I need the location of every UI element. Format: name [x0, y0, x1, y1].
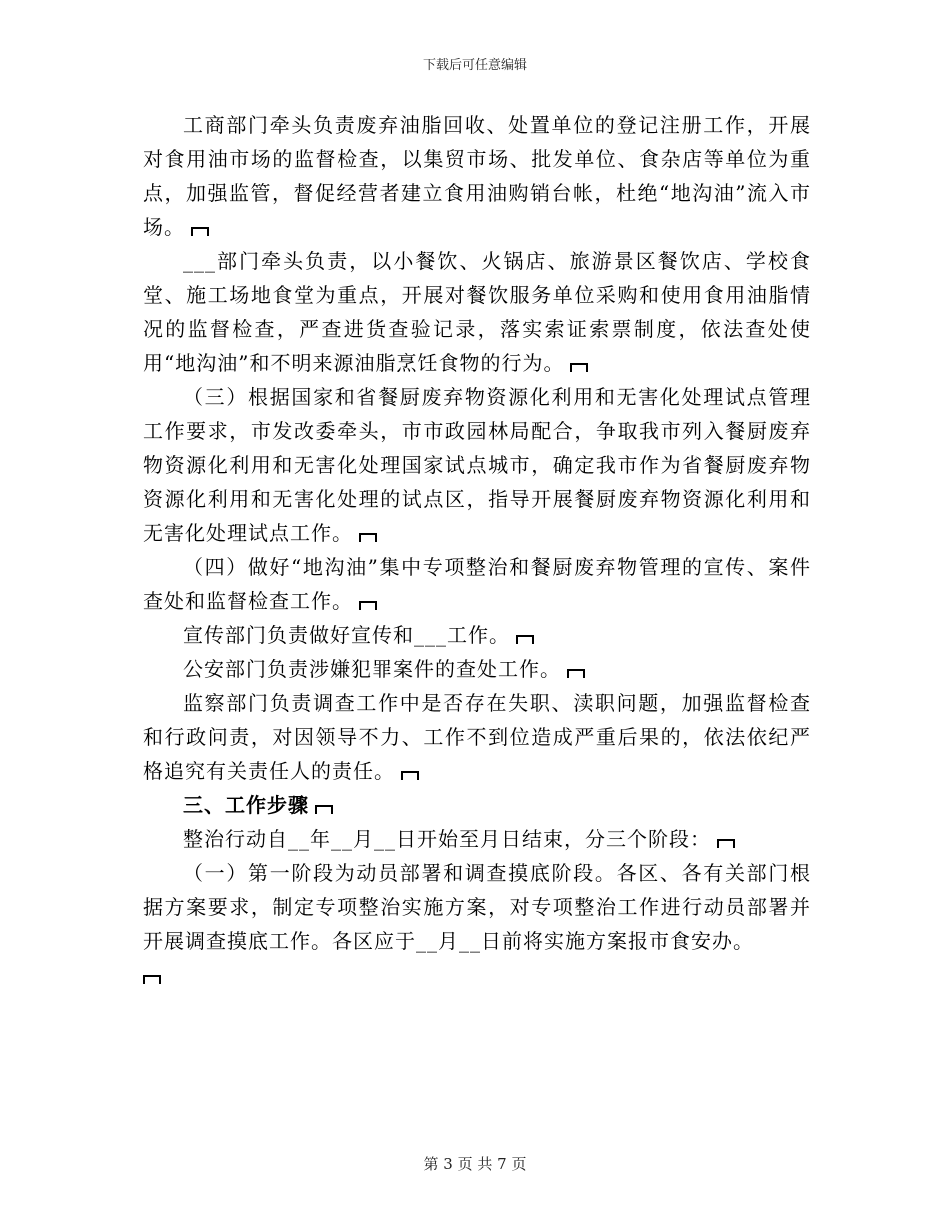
- paragraph-5-text: 宣传部门负责做好宣传和___工作。: [183, 623, 510, 647]
- trailing-mark-line: [143, 958, 811, 992]
- section-heading-text: 三、工作步骤: [183, 793, 309, 817]
- paragraph-8: [143, 822, 811, 856]
- paragraph-mark-icon: [359, 533, 377, 542]
- paragraph-1: [143, 108, 811, 244]
- paragraph-4-text: （四）做好“地沟油”集中专项整治和餐厨废弃物管理的宣传、案件查处和监督检查工作。: [143, 555, 811, 613]
- paragraph-3: [143, 380, 811, 550]
- page-footer: 第 3 页 共 7 页: [423, 1155, 527, 1173]
- paragraph-mark-icon: [570, 363, 588, 372]
- paragraph-mark-icon: [717, 839, 735, 848]
- paragraph-2-text: ___部门牵头负责，以小餐饮、火锅店、旅游景区餐饮店、学校食堂、施工场地食堂为重点，开展对餐饮服务单位采购和使用食用油脂情况的监督检查，严查进货查验记录，落实索证索票制度，依法查处使用“地沟油”和不明来源油脂烹饪食物的行为。: [143, 249, 811, 375]
- paragraph-1-text: 工商部门牵头负责废弃油脂回收、处置单位的登记注册工作，开展对食用油市场的监督检查，以集贸市场、批发单位、食杂店等单位为重点，加强监管，督促经营者建立食用油购销台帐，杜绝“地沟油”流入市场。: [143, 113, 811, 239]
- paragraph-5: [143, 618, 811, 652]
- paragraph-mark-icon: [516, 635, 534, 644]
- paragraph-4: [143, 550, 811, 618]
- paragraph-3-text: （三）根据国家和省餐厨废弃物资源化利用和无害化处理试点管理工作要求，市发改委牵头，市市政园林局配合，争取我市列入餐厨废弃物资源化利用和无害化处理国家试点城市，确定我市作为省餐厨废弃物资源化利用和无害化处理的试点区，指导开展餐厨废弃物资源化利用和无害化处理试点工作。: [143, 385, 811, 545]
- paragraph-6-text: 公安部门负责涉嫌犯罪案件的查处工作。: [183, 657, 561, 681]
- paragraph-mark-icon: [359, 601, 377, 610]
- page-header: 下载后可任意编辑: [422, 58, 527, 73]
- paragraph-7: [143, 686, 811, 788]
- paragraph-mark-icon: [401, 771, 419, 780]
- paragraph-7-text: 监察部门负责调查工作中是否存在失职、渎职问题，加强监督检查和行政问责，对因领导不力、工作不到位造成严重后果的，依法依纪严格追究有关责任人的责任。: [143, 691, 811, 783]
- paragraph-mark-icon: [143, 975, 161, 984]
- paragraph-2: [143, 244, 811, 380]
- paragraph-mark-icon: [315, 805, 333, 814]
- paragraph-mark-icon: [567, 669, 585, 678]
- paragraph-9: [143, 856, 811, 958]
- document-body: [143, 108, 811, 992]
- paragraph-8-text: 整治行动自__年__月__日开始至月日结束，分三个阶段：: [183, 827, 711, 851]
- paragraph-6: [143, 652, 811, 686]
- paragraph-9-text: （一）第一阶段为动员部署和调查摸底阶段。各区、各有关部门根据方案要求，制定专项整治实施方案，对专项整治工作进行动员部署并开展调查摸底工作。各区应于__月__日前将实施方案报市食安办。: [143, 861, 811, 953]
- section-heading: [143, 788, 811, 822]
- paragraph-mark-icon: [191, 227, 209, 236]
